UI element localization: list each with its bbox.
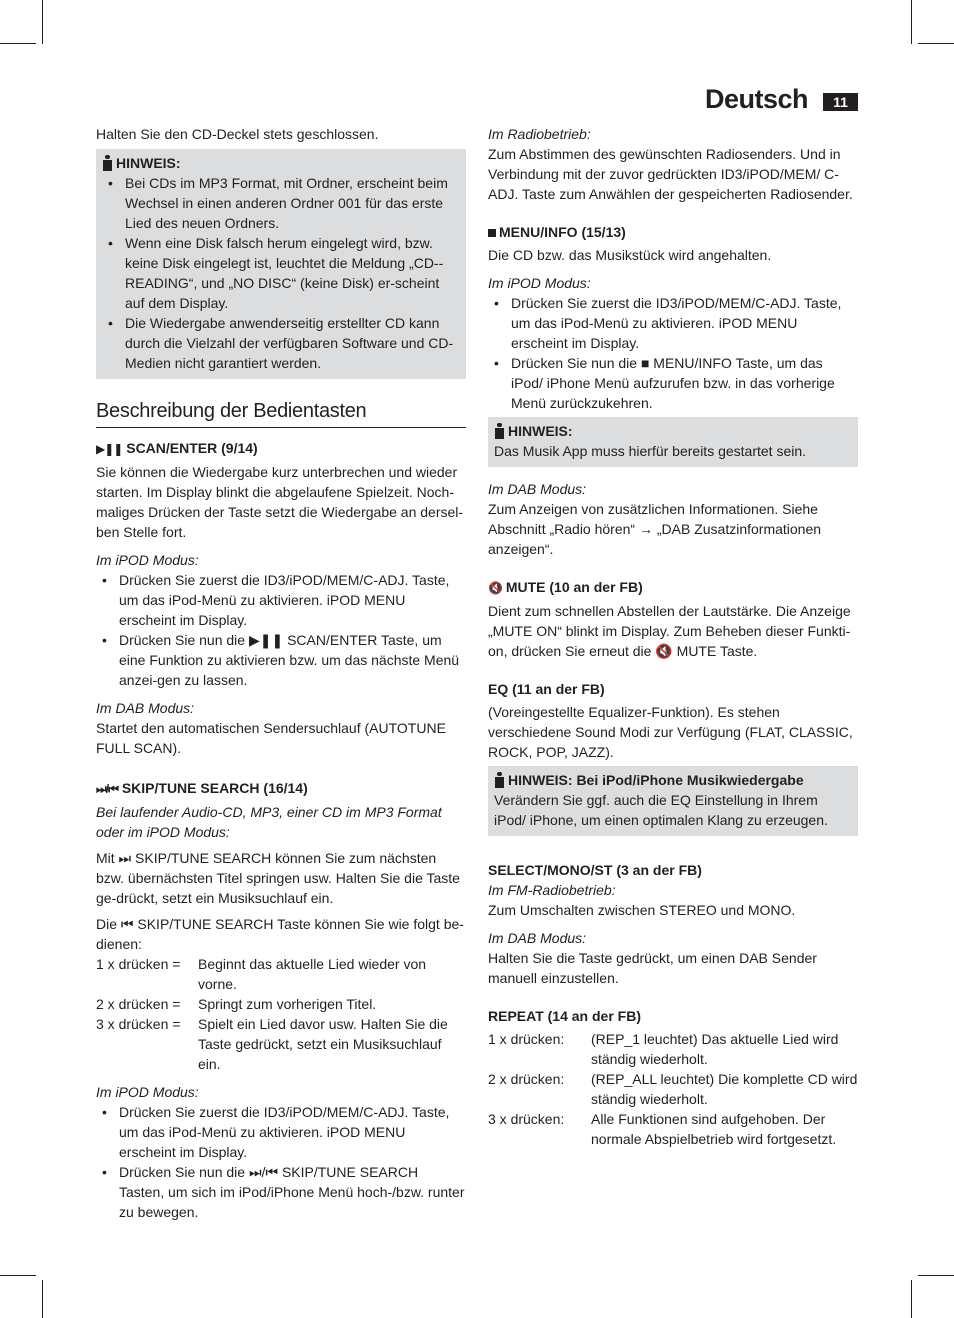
skip-para: Mit ⏭ SKIP/TUNE SEARCH können Sie zum nächsten bzw. übernächsten Titel springen usw. Halten Sie die Taste ge-drückt, setzt ein Musiksuchlauf ein. [96,850,460,906]
eq-heading: EQ (11 an der FB) [488,681,605,697]
menu-ipod-list [488,293,858,413]
list-item: • Drücken Sie nun die ■ MENU/INFO Taste, um das iPod/ iPhone Menü aufzurufen bzw. in das vorherige Menü zurückzukehren. [488,353,858,413]
mute-heading [488,577,858,598]
table-value: Beginnt das aktuelle Lied wieder von vorne. [198,956,427,992]
ipod-mode-label: Im iPOD Modus: [96,1084,199,1100]
mute-icon: 🔇 [488,581,502,595]
play-pause-icon: ▶︎❚❚ [96,442,123,456]
table-key: 1 x drücken: [488,1031,565,1047]
select-fm-text: Zum Umschalten zwischen STEREO und MONO. [488,902,796,918]
page-number: 11 [823,93,858,111]
menu-heading [488,222,858,242]
section-heading: Beschreibung der Bedientasten [96,401,466,428]
scan-text: Sie können die Wiedergabe kurz unterbrechen und wieder starten. Im Display blinkt die abgelaufene Spielzeit. Noch-maliges Drücken der Taste setzt die Wiedergabe an dersel-ben Stelle fort. [96,464,464,540]
list-item: • Drücken Sie zuerst die ID3/iPOD/MEM/C-ADJ. Taste, um das iPod-Menü zu aktivieren. iPOD MENU erscheint im Display. [96,1102,466,1162]
skip-heading [96,778,466,799]
table-value: (REP_1 leuchtet) Das aktuelle Lied wird ständig wiederholt. [591,1031,839,1067]
skip-icon: ⏭/⏮ [96,782,118,796]
crop-mark [0,1275,36,1276]
note-title [102,153,460,173]
crop-mark [918,43,954,44]
page-title: Deutsch [704,84,808,114]
list-item: • Bei CDs im MP3 Format, mit Ordner, erscheint beim Wechsel in einen anderen Ordner 001 für das erste Lied des neuen Ordners. [102,173,460,233]
table-key: 2 x drücken: [488,1071,565,1087]
crop-mark [42,1280,43,1318]
list-item: • Die Wiedergabe anwenderseitig erstellter CD kann durch die Vielzahl der verfügbaren Software und CD-Medien nicht garantiert werden. [102,313,460,373]
right-column [488,124,858,1149]
table-value: Alle Funktionen sind aufgehoben. Der normale Abspielbetrieb wird fortgesetzt. [591,1111,837,1147]
table-key: 3 x drücken: [488,1111,565,1127]
note-list [102,173,460,373]
info-icon [494,772,505,788]
eq-text: (Voreingestellte Equalizer-Funktion). Es stehen verschiedene Sound Modi zur Verfügung (FLAT, CLASSIC, ROCK, POP, JAZZ). [488,704,853,760]
skip-ipod-list [96,1102,466,1222]
list-item: • Drücken Sie nun die ⏭/⏮ SKIP/TUNE SEARCH Tasten, um sich im iPod/iPhone Menü hoch-/bzw. runter zu bewegen. [96,1162,466,1222]
table-value: Spielt ein Lied davor usw. Halten Sie die Taste gedrückt, setzt ein Musiksuchlauf ein. [198,1016,448,1072]
ipod-mode-label: Im iPOD Modus: [488,275,591,291]
skip-para: Die ⏮ SKIP/TUNE SEARCH Taste können Sie wie folgt be-dienen: [96,916,464,952]
note-title-label: HINWEIS: [508,423,573,439]
note-text: Das Musik App muss hierfür bereits gestartet sein. [494,443,807,459]
fm-mode-label: Im FM-Radiobetrieb: [488,882,616,898]
info-icon [494,423,505,439]
select-heading: SELECT/MONO/ST (3 an der FB) [488,862,702,878]
menu-dab-text: Zum Anzeigen von zusätzlichen Informationen. Siehe Abschnitt „Radio hören“ → „DAB Zusatzinformationen anzeigen“. [488,501,822,557]
repeat-table [488,1029,858,1149]
note-title [494,421,852,441]
crop-mark [911,1280,912,1318]
note-box [96,149,466,379]
skip-table [96,954,466,1074]
crop-mark [0,43,36,44]
note-box [488,766,858,836]
crop-mark [918,1275,954,1276]
note-title-label: HINWEIS: Bei iPod/iPhone Musikwiedergabe [508,772,804,788]
scan-dab-text: Startet den automatischen Sendersuchlauf (AUTOTUNE FULL SCAN). [96,720,446,756]
crop-mark [911,0,912,44]
info-icon [102,155,113,171]
list-item: • Drücken Sie zuerst die ID3/iPOD/MEM/C-ADJ. Taste, um das iPod-Menü zu aktivieren. iPOD MENU erscheint im Display. [96,570,466,630]
intro-text: Halten Sie den CD-Deckel stets geschlossen. [96,126,379,142]
menu-text: Die CD bzw. das Musikstück wird angehalten. [488,247,772,263]
note-title [494,770,852,790]
list-item: • Wenn eine Disk falsch herum eingelegt wird, bzw. keine Disk eingelegt ist, leuchtet die Meldung „CD--READING“, und „NO DISC“ (keine Disk) er-scheint auf dem Display. [102,233,460,313]
dab-mode-label: Im DAB Modus: [488,481,587,497]
skip-heading-label: SKIP/TUNE SEARCH (16/14) [121,780,308,796]
left-column [96,124,466,1222]
list-item: • Drücken Sie nun die ▶︎❚❚ SCAN/ENTER Taste, um eine Funktion zu aktivieren bzw. um das nächste Menü anzei-gen zu lassen. [96,630,466,690]
note-text: Verändern Sie ggf. auch die EQ Einstellung in Ihrem iPod/ iPhone, um einen optimalen Klang zu erzeugen. [494,792,828,828]
dab-mode-label: Im DAB Modus: [96,700,195,716]
list-item: • Drücken Sie zuerst die ID3/iPOD/MEM/C-ADJ. Taste, um das iPod-Menü zu aktivieren. iPOD MENU erscheint im Display. [488,293,858,353]
ipod-mode-label: Im iPOD Modus: [96,552,199,568]
table-key: 2 x drücken = [96,996,181,1012]
table-key: 3 x drücken = [96,1016,181,1032]
scan-heading [96,438,466,459]
crop-mark [42,0,43,44]
mute-heading-label: MUTE (10 an der FB) [505,579,643,595]
note-box [488,417,858,467]
select-dab-text: Halten Sie die Taste gedrückt, um einen DAB Sender manuell einzustellen. [488,950,817,986]
scan-ipod-list [96,570,466,690]
table-value: (REP_ALL leuchtet) Die komplette CD wird ständig wiederholt. [591,1071,858,1107]
table-key: 1 x drücken = [96,956,181,972]
repeat-heading: REPEAT (14 an der FB) [488,1008,641,1024]
mute-text: Dient zum schnellen Abstellen der Lautstärke. Die Anzeige „MUTE ON“ blinkt im Display. Zum Beheben dieser Funkti-on, drücken Sie erneut die 🔇 MUTE Taste. [488,603,851,659]
table-value: Springt zum vorherigen Titel. [198,996,377,1012]
menu-heading-label: MENU/INFO (15/13) [499,224,626,240]
note-title-label: HINWEIS: [116,155,181,171]
dab-mode-label: Im DAB Modus: [488,930,587,946]
radio-mode-label: Im Radiobetrieb: [488,126,591,142]
skip-intro: Bei laufender Audio-CD, MP3, einer CD im MP3 Format oder im iPOD Modus: [96,804,442,840]
scan-heading-label: SCAN/ENTER (9/14) [126,440,258,456]
radio-text: Zum Abstimmen des gewünschten Radiosenders. Und in Verbindung mit der zuvor gedrückten ID3/iPOD/MEM/ C-ADJ. Taste zum Anwählen der gespeicherten Radiosender. [488,146,853,202]
stop-icon [488,229,496,237]
